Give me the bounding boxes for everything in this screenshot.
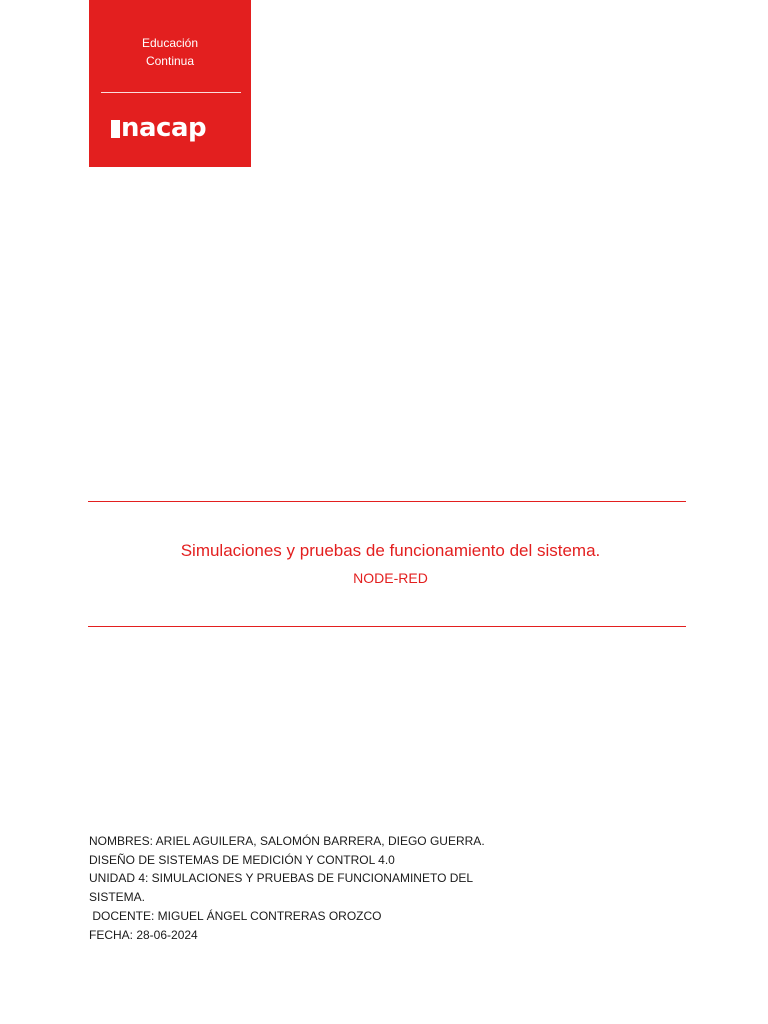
- brand-subtitle-line2: Continua: [145, 54, 195, 68]
- inacap-logo: [111, 110, 206, 146]
- info-docente: DOCENTE: MIGUEL ÁNGEL CONTRERAS OROZCO: [89, 908, 382, 923]
- document-info-block: [89, 832, 489, 944]
- info-nombres: NOMBRES: ARIEL AGUILERA, SALOMÓN BARRERA, DIEGO GUERRA.: [89, 834, 485, 848]
- title-bottom-rule: [88, 626, 686, 627]
- document-subtitle: NODE-RED: [353, 570, 428, 586]
- document-title: Simulaciones y pruebas de funcionamiento del sistema.: [180, 541, 601, 560]
- logo-mark-icon: [111, 120, 120, 138]
- info-unidad-line1: UNIDAD 4: SIMULACIONES Y PRUEBAS DE FUNCIONAMINETO DEL: [89, 871, 474, 886]
- brand-subtitle: [89, 34, 251, 70]
- title-top-rule: [88, 501, 686, 502]
- brand-subtitle-line1: Educación: [141, 36, 199, 50]
- info-fecha: FECHA: 28-06-2024: [89, 927, 198, 942]
- brand-divider: [101, 92, 241, 93]
- info-curso: DISEÑO DE SISTEMAS DE MEDICIÓN Y CONTROL 4.0: [89, 852, 395, 867]
- brand-header-block: [89, 0, 251, 167]
- info-unidad-line2: SISTEMA.: [89, 890, 146, 905]
- logo-wordmark: nacap: [121, 113, 207, 143]
